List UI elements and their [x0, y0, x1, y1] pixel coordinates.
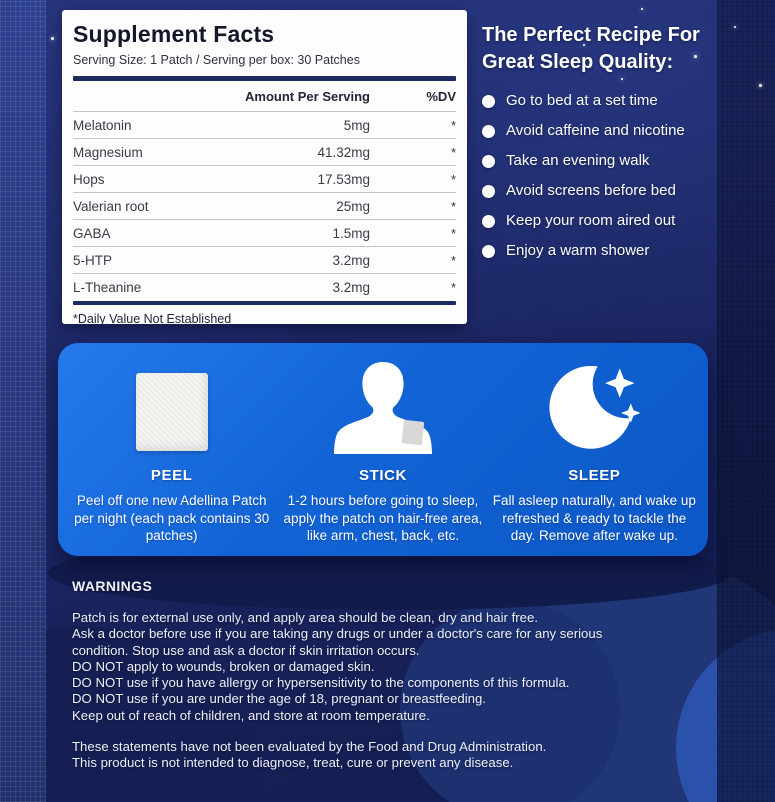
- bullet-dot-icon: [482, 95, 495, 108]
- ingredient-amount: 17.53mg: [317, 171, 370, 187]
- table-row: [73, 274, 456, 300]
- ingredient-dv: *: [450, 117, 456, 133]
- warnings-title: WARNINGS: [72, 578, 153, 594]
- facts-header-row: [73, 81, 456, 111]
- warning-line: DO NOT use if you are under the age of 18, pregnant or breastfeeding.: [72, 691, 486, 707]
- step-peel: [66, 359, 277, 556]
- bullet-dot-icon: [482, 155, 495, 168]
- column-header-dv: %DV: [426, 88, 456, 104]
- warning-line: Patch is for external use only, and apply area should be clean, dry and hair free.: [72, 610, 538, 625]
- step-label: PEEL: [150, 467, 193, 484]
- step-description: 1-2 hours before going to sleep, apply the patch on hair-free area, like arm, chest, back, etc.: [283, 493, 483, 544]
- recipe-list: [482, 93, 766, 259]
- table-row: [73, 220, 456, 246]
- ingredient-amount: 3.2mg: [332, 252, 370, 268]
- recipe-item-label: Go to bed at a set time: [506, 92, 658, 109]
- pouch-edge-texture-left: [0, 0, 46, 802]
- ingredient-dv: *: [450, 252, 456, 268]
- disclaimer-line: These statements have not been evaluated by the Food and Drug Administration.: [72, 739, 547, 755]
- list-item: [482, 213, 766, 229]
- ingredient-name: Valerian root: [73, 198, 149, 214]
- serving-size-line: Serving Size: 1 Patch / Serving per box: 30 Patches: [73, 53, 360, 67]
- table-row: [73, 112, 456, 138]
- ingredient-dv: *: [450, 225, 456, 241]
- table-row: [73, 139, 456, 165]
- ingredient-name: Magnesium: [73, 144, 143, 160]
- star-dot: [641, 8, 643, 10]
- step-icon-box: [323, 359, 443, 457]
- warning-line: Keep out of reach of children, and store at room temperature.: [72, 707, 430, 723]
- bullet-dot-icon: [482, 185, 495, 198]
- list-item: [482, 93, 766, 109]
- ingredient-amount: 25mg: [336, 198, 370, 214]
- supplement-facts-title: Supplement Facts: [73, 21, 275, 47]
- list-item: [482, 183, 766, 199]
- step-label: SLEEP: [568, 467, 621, 484]
- ingredient-name: GABA: [73, 225, 111, 241]
- ingredient-amount: 1.5mg: [332, 225, 370, 241]
- disclaimer-line: This product is not intended to diagnose, treat, cure or prevent any disease.: [72, 755, 514, 771]
- ingredient-dv: *: [450, 144, 456, 160]
- fda-disclaimer: [72, 739, 722, 772]
- ingredient-name: 5-HTP: [73, 252, 113, 268]
- recipe-item-label: Take an evening walk: [506, 152, 650, 169]
- crescent-moon-icon: [546, 361, 642, 453]
- recipe-title-line1: The Perfect Recipe For: [482, 24, 700, 46]
- step-label: STICK: [358, 467, 407, 484]
- recipe-item-label: Keep your room aired out: [506, 212, 676, 229]
- sleep-recipe-section: [482, 22, 766, 273]
- recipe-item-label: Enjoy a warm shower: [506, 242, 650, 259]
- warning-line: DO NOT use if you have allergy or hypersensitivity to the components of this formula.: [72, 675, 570, 691]
- bullet-dot-icon: [482, 125, 495, 138]
- warning-line: Ask a doctor before use if you are taking any drugs or under a doctor's care for any serious: [72, 626, 603, 642]
- recipe-title: [482, 22, 766, 76]
- list-item: [482, 123, 766, 139]
- ingredient-amount: 5mg: [343, 117, 370, 133]
- recipe-title-line2: Great Sleep Quality:: [482, 51, 674, 73]
- star-dot: [51, 37, 54, 40]
- recipe-item-label: Avoid screens before bed: [506, 182, 676, 199]
- recipe-item-label: Avoid caffeine and nicotine: [506, 122, 685, 139]
- warning-line: condition. Stop use and ask a doctor if skin irritation occurs.: [72, 642, 420, 658]
- ingredient-dv: *: [450, 198, 456, 214]
- warning-line: DO NOT apply to wounds, broken or damaged skin.: [72, 658, 375, 674]
- step-sleep: [489, 359, 700, 556]
- table-row: [73, 247, 456, 273]
- ingredient-amount: 3.2mg: [332, 279, 370, 295]
- list-item: [482, 243, 766, 259]
- how-to-use-panel: [58, 343, 708, 556]
- ingredient-dv: *: [450, 279, 456, 295]
- person-silhouette-icon: [323, 359, 443, 457]
- step-description: Fall asleep naturally, and wake up refreshed & ready to tackle the day. Remove after wake up.: [492, 493, 696, 544]
- step-stick: [277, 359, 488, 556]
- ingredient-name: Melatonin: [73, 117, 132, 133]
- ingredient-dv: *: [450, 171, 456, 187]
- ingredient-name: L-Theanine: [73, 279, 142, 295]
- supplement-facts-panel: [62, 10, 467, 324]
- patch-icon: [136, 373, 208, 451]
- list-item: [482, 153, 766, 169]
- bullet-dot-icon: [482, 215, 495, 228]
- column-header-amount: Amount Per Serving: [245, 88, 370, 104]
- warnings-section: [72, 578, 722, 772]
- daily-value-footnote: *Daily Value Not Established: [73, 312, 232, 326]
- ingredient-amount: 41.32mg: [317, 144, 370, 160]
- bullet-dot-icon: [482, 245, 495, 258]
- table-row: [73, 193, 456, 219]
- step-icon-box: [136, 359, 208, 457]
- table-row: [73, 166, 456, 192]
- step-icon-box: [546, 359, 642, 457]
- ingredient-name: Hops: [73, 171, 105, 187]
- step-description: Peel off one new Adellina Patch per night (each pack contains 30 patches): [74, 493, 270, 544]
